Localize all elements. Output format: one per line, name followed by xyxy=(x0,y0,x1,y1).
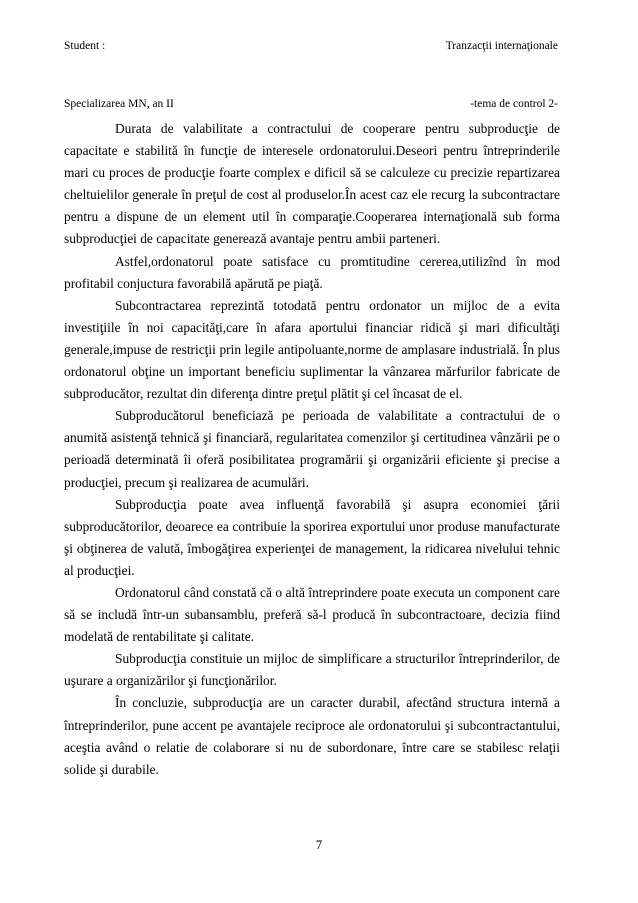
body-text xyxy=(64,118,560,781)
paragraph: Subproducţia poate avea influenţă favorabilă şi asupra economiei ţării subproducătorilor, deoarece ea contribuie la sporirea exportului unor produse manufacturate şi obţinerea de valută, îmbogăţirea experienţei de management, la ridicarea nivelului tehnic al producţiei. xyxy=(64,496,560,578)
assignment-label: -tema de control 2- xyxy=(470,98,558,110)
paragraph: Subproducătorul beneficiază pe perioada de valabilitate a contractului de o anumită asistenţă tehnică şi financiară, regularitatea comenzilor şi certitudinea vânzării pe o perioadă determinată îi oferă posibilitatea programării şi organizării eficiente şi precise a producţiei, precum şi realizarea de acumulări. xyxy=(64,408,560,490)
paragraph: Astfel,ordonatorul poate satisface cu promtitudine cererea,utilizînd în mod profitabil conjuctura favorabilă apărută pe piaţă. xyxy=(64,253,560,291)
paragraph: Subcontractarea reprezintă totodată pentru ordonator un mijloc de a evita investiţiile în noi capacităţi,care în afara aportului financiar ridică şi mari dificultăţi generale,impuse de restricţii prin legile antipoluante,norme de amplasare industrială. În plus ordonatorul obţine un important beneficiu suplimentar la vânzarea mărfurilor fabricate de subproducător, rezultat din diferenţa dintre preţul plătit şi cel încasat de el. xyxy=(64,297,560,402)
student-label: Student : xyxy=(64,40,106,52)
paragraph: În concluzie, subproducţia are un caracter durabil, afectând structura internă a întreprinderilor, pune accent pe avantajele reciproce ale ordonatorului şi subcontractantului, aceştia având o relatie de colaborare si nu de subordonare, între care se stabilesc relaţii solide şi durabile. xyxy=(64,695,560,777)
page-number: 7 xyxy=(315,837,323,852)
paragraph: Ordonatorul când constată că o altă întreprindere poate executa un component care să se includă într-un subansamblu, preferă să-l producă în subcontractoare, decizia fiind modelată de rentabilitate şi calitate. xyxy=(64,584,560,645)
specialization-label: Specializarea MN, an II xyxy=(64,98,174,110)
course-title: Tranzacţii internaţionale xyxy=(445,40,558,52)
paragraph: Durata de valabilitate a contractului de cooperare pentru subproducţie de capacitate e stabilită în funcţie de interesele ordonatorului.Deseori pentru întreprinderile mari cu proces de producţie foarte complex e dificil să se calculeze cu precizie repartizarea cheltuielilor generale în preţul de cost al produselor.În acest caz ele recurg la subcontractare pentru a dispune de un element util în comparaţie.Cooperarea internaţională sub forma subproducţiei de capacitate generează avantaje pentru ambii parteneri. xyxy=(64,121,560,247)
paragraph: Subproducţia constituie un mijloc de simplificare a structurilor întreprinderilor, de uşurare a organizărilor şi funcţionărilor. xyxy=(64,651,560,689)
